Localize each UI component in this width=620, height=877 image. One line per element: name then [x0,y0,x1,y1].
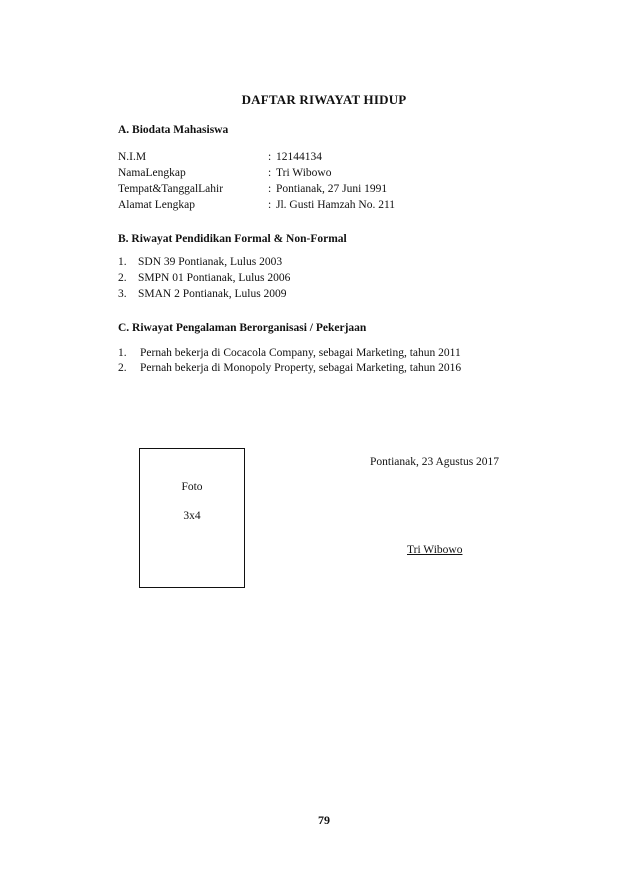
list-text: SDN 39 Pontianak, Lulus 2003 [138,256,283,268]
biodata-label: Tempat&TanggalLahir [118,183,224,195]
list-number: 3. [118,288,127,300]
experience-item [118,362,461,374]
section-c-heading: C. Riwayat Pengalaman Berorganisasi / Pekerjaan [118,322,367,334]
education-item [118,256,282,268]
biodata-row [118,149,322,165]
signer-name: Tri Wibowo [407,544,463,556]
experience-item [118,347,461,359]
list-text: SMAN 2 Pontianak, Lulus 2009 [138,288,287,300]
biodata-label: Alamat Lengkap [118,199,195,211]
list-number: 2. [118,362,127,374]
list-text: SMPN 01 Pontianak, Lulus 2006 [138,272,291,284]
biodata-separator: : [268,151,272,163]
list-number: 1. [118,256,127,268]
biodata-row [118,181,387,197]
biodata-row [118,165,331,181]
photo-label: Foto [181,481,203,493]
education-item [118,272,290,284]
section-b-heading: B. Riwayat Pendidikan Formal & Non-Formal [118,233,347,245]
biodata-value: 12144134 [276,151,322,163]
education-item [118,288,287,300]
biodata-value: Jl. Gusti Hamzah No. 211 [276,199,396,211]
page-title: DAFTAR RIWAYAT HIDUP [241,92,407,107]
photo-size: 3x4 [183,510,201,522]
biodata-separator: : [268,199,272,211]
section-a-heading: A. Biodata Mahasiswa [118,124,229,136]
list-text: Pernah bekerja di Monopoly Property, sebagai Marketing, tahun 2016 [140,362,462,374]
list-text: Pernah bekerja di Cocacola Company, sebagai Marketing, tahun 2011 [140,347,461,359]
page-number: 79 [318,813,330,827]
biodata-row [118,197,395,213]
biodata-value: Pontianak, 27 Juni 1991 [276,183,388,195]
biodata-label: NamaLengkap [118,167,186,179]
biodata-separator: : [268,167,272,179]
list-number: 1. [118,347,127,359]
biodata-label: N.I.M [118,151,147,163]
biodata-separator: : [268,183,272,195]
biodata-value: Tri Wibowo [276,167,332,179]
photo-placeholder [139,448,245,588]
list-number: 2. [118,272,127,284]
place-date: Pontianak, 23 Agustus 2017 [370,456,500,468]
